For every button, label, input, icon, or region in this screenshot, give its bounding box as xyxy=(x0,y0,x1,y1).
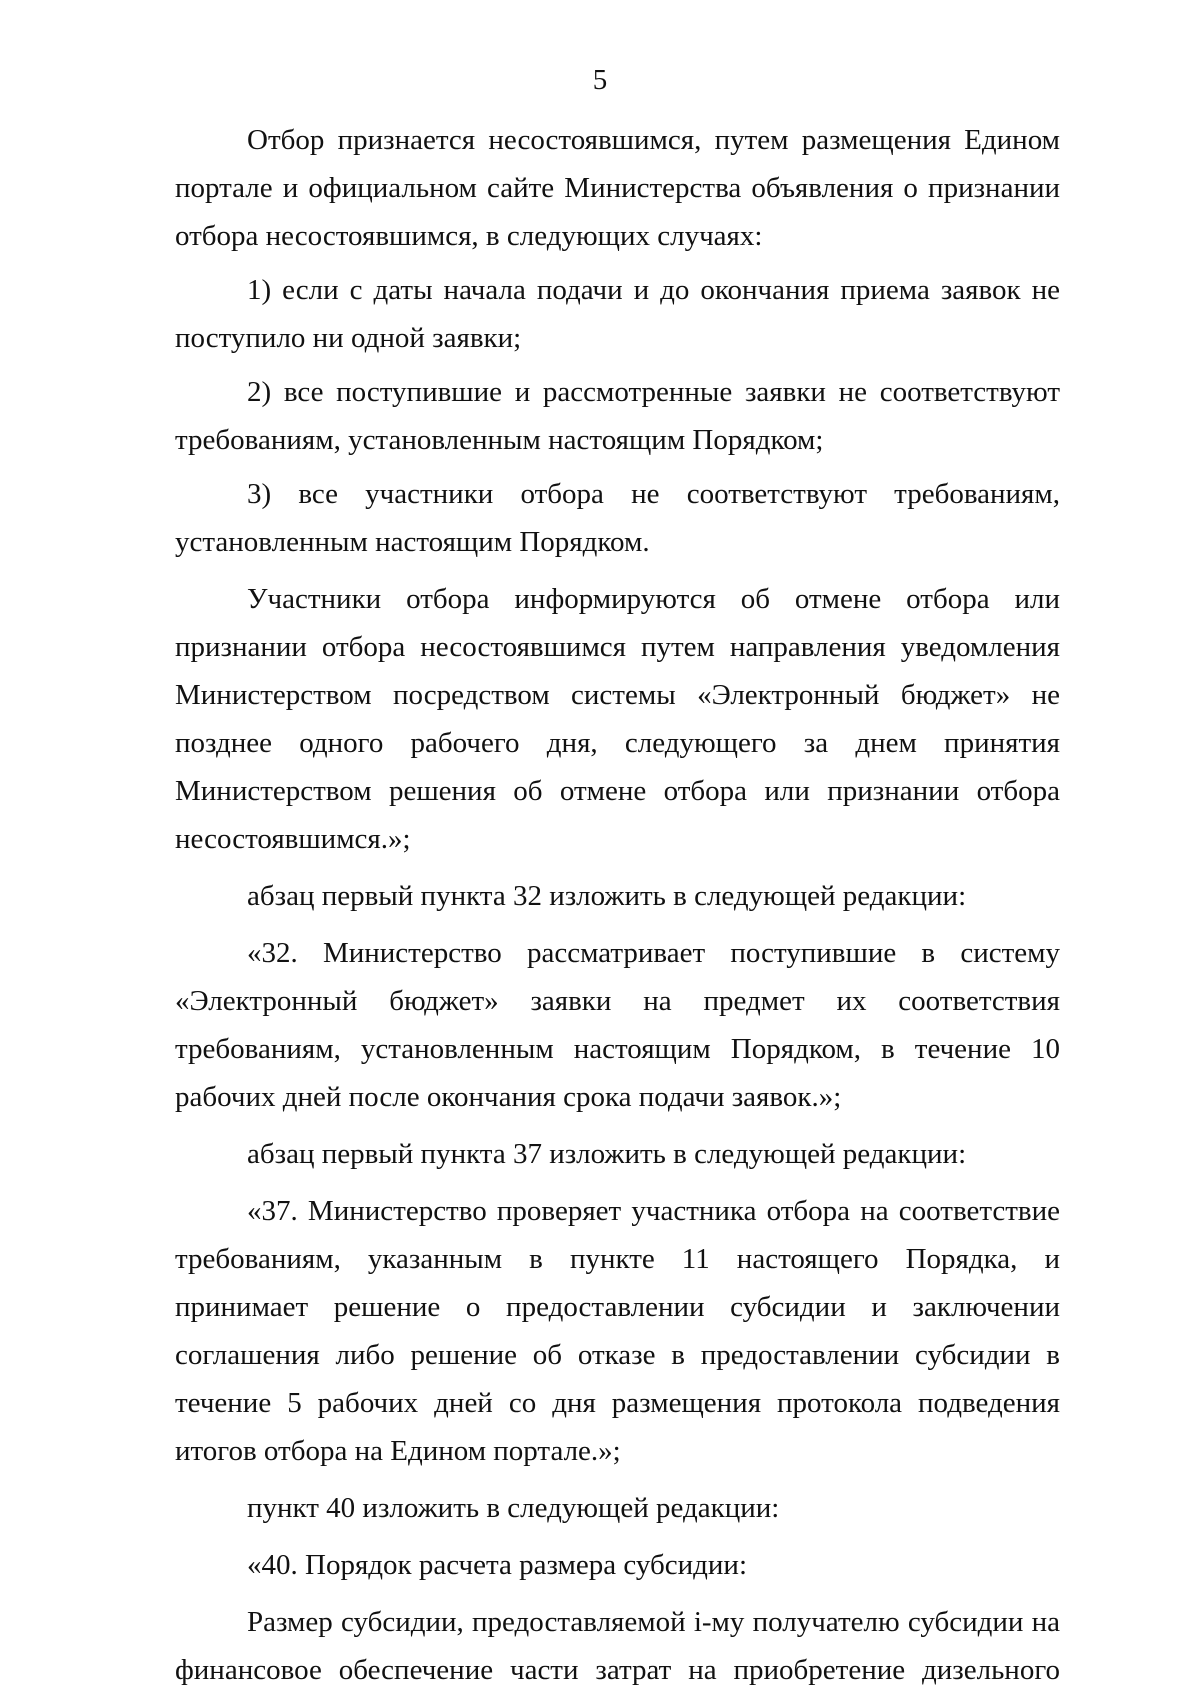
paragraph-amend-item-40: пункт 40 изложить в следующей редакции: xyxy=(247,1492,780,1524)
page-number: 5 xyxy=(592,64,608,96)
paragraph-case-1: 1) если с даты начала подачи и до окончания приема заявок не поступило ни одной заявки; xyxy=(175,274,1060,354)
paragraph-selection-failed-intro: Отбор признается несостоявшимся, путем размещения Едином портале и официальном сайте Министерства объявления о признании отбора несостоявшимся, в следующих случаях: xyxy=(175,124,1060,252)
paragraph-item-37-text: «37. Министерство проверяет участника отбора на соответствие требованиям, указанным в пункте 11 настоящего Порядка, и принимает решение о предоставлении субсидии и заключении соглашения либо решение об отказе в предоставлении субсидии в течение 5 рабочих дней со дня размещения протокола подведения итогов отбора на Едином портале.»; xyxy=(175,1195,1060,1467)
paragraph-amend-item-37: абзац первый пункта 37 изложить в следующей редакции: xyxy=(247,1138,967,1170)
paragraph-case-2: 2) все поступившие и рассмотренные заявки не соответствуют требованиям, установленным настоящим Порядком; xyxy=(175,376,1060,456)
paragraph-subsidy-size: Размер субсидии, предоставляемой i-му получателю субсидии на финансовое обеспечение части затрат на приобретение дизельного xyxy=(175,1606,1060,1686)
paragraph-case-3: 3) все участники отбора не соответствуют требованиям, установленным настоящим Порядком. xyxy=(175,478,1060,558)
paragraph-amend-item-32: абзац первый пункта 32 изложить в следующей редакции: xyxy=(247,880,967,912)
paragraph-item-40-heading: «40. Порядок расчета размера субсидии: xyxy=(247,1549,748,1581)
paragraph-participants-notification: Участники отбора информируются об отмене отбора или признании отбора несостоявшимся путем направления уведомления Министерством посредством системы «Электронный бюджет» не позднее одного рабочего дня, следующего за днем принятия Министерством решения об отмене отбора или признании отбора несостоявшимся.»; xyxy=(175,583,1060,855)
paragraph-item-32-text: «32. Министерство рассматривает поступившие в систему «Электронный бюджет» заявки на предмет их соответствия требованиям, установленным настоящим Порядком, в течение 10 рабочих дней после окончания срока подачи заявок.»; xyxy=(175,937,1060,1113)
document-body xyxy=(175,116,1060,1694)
